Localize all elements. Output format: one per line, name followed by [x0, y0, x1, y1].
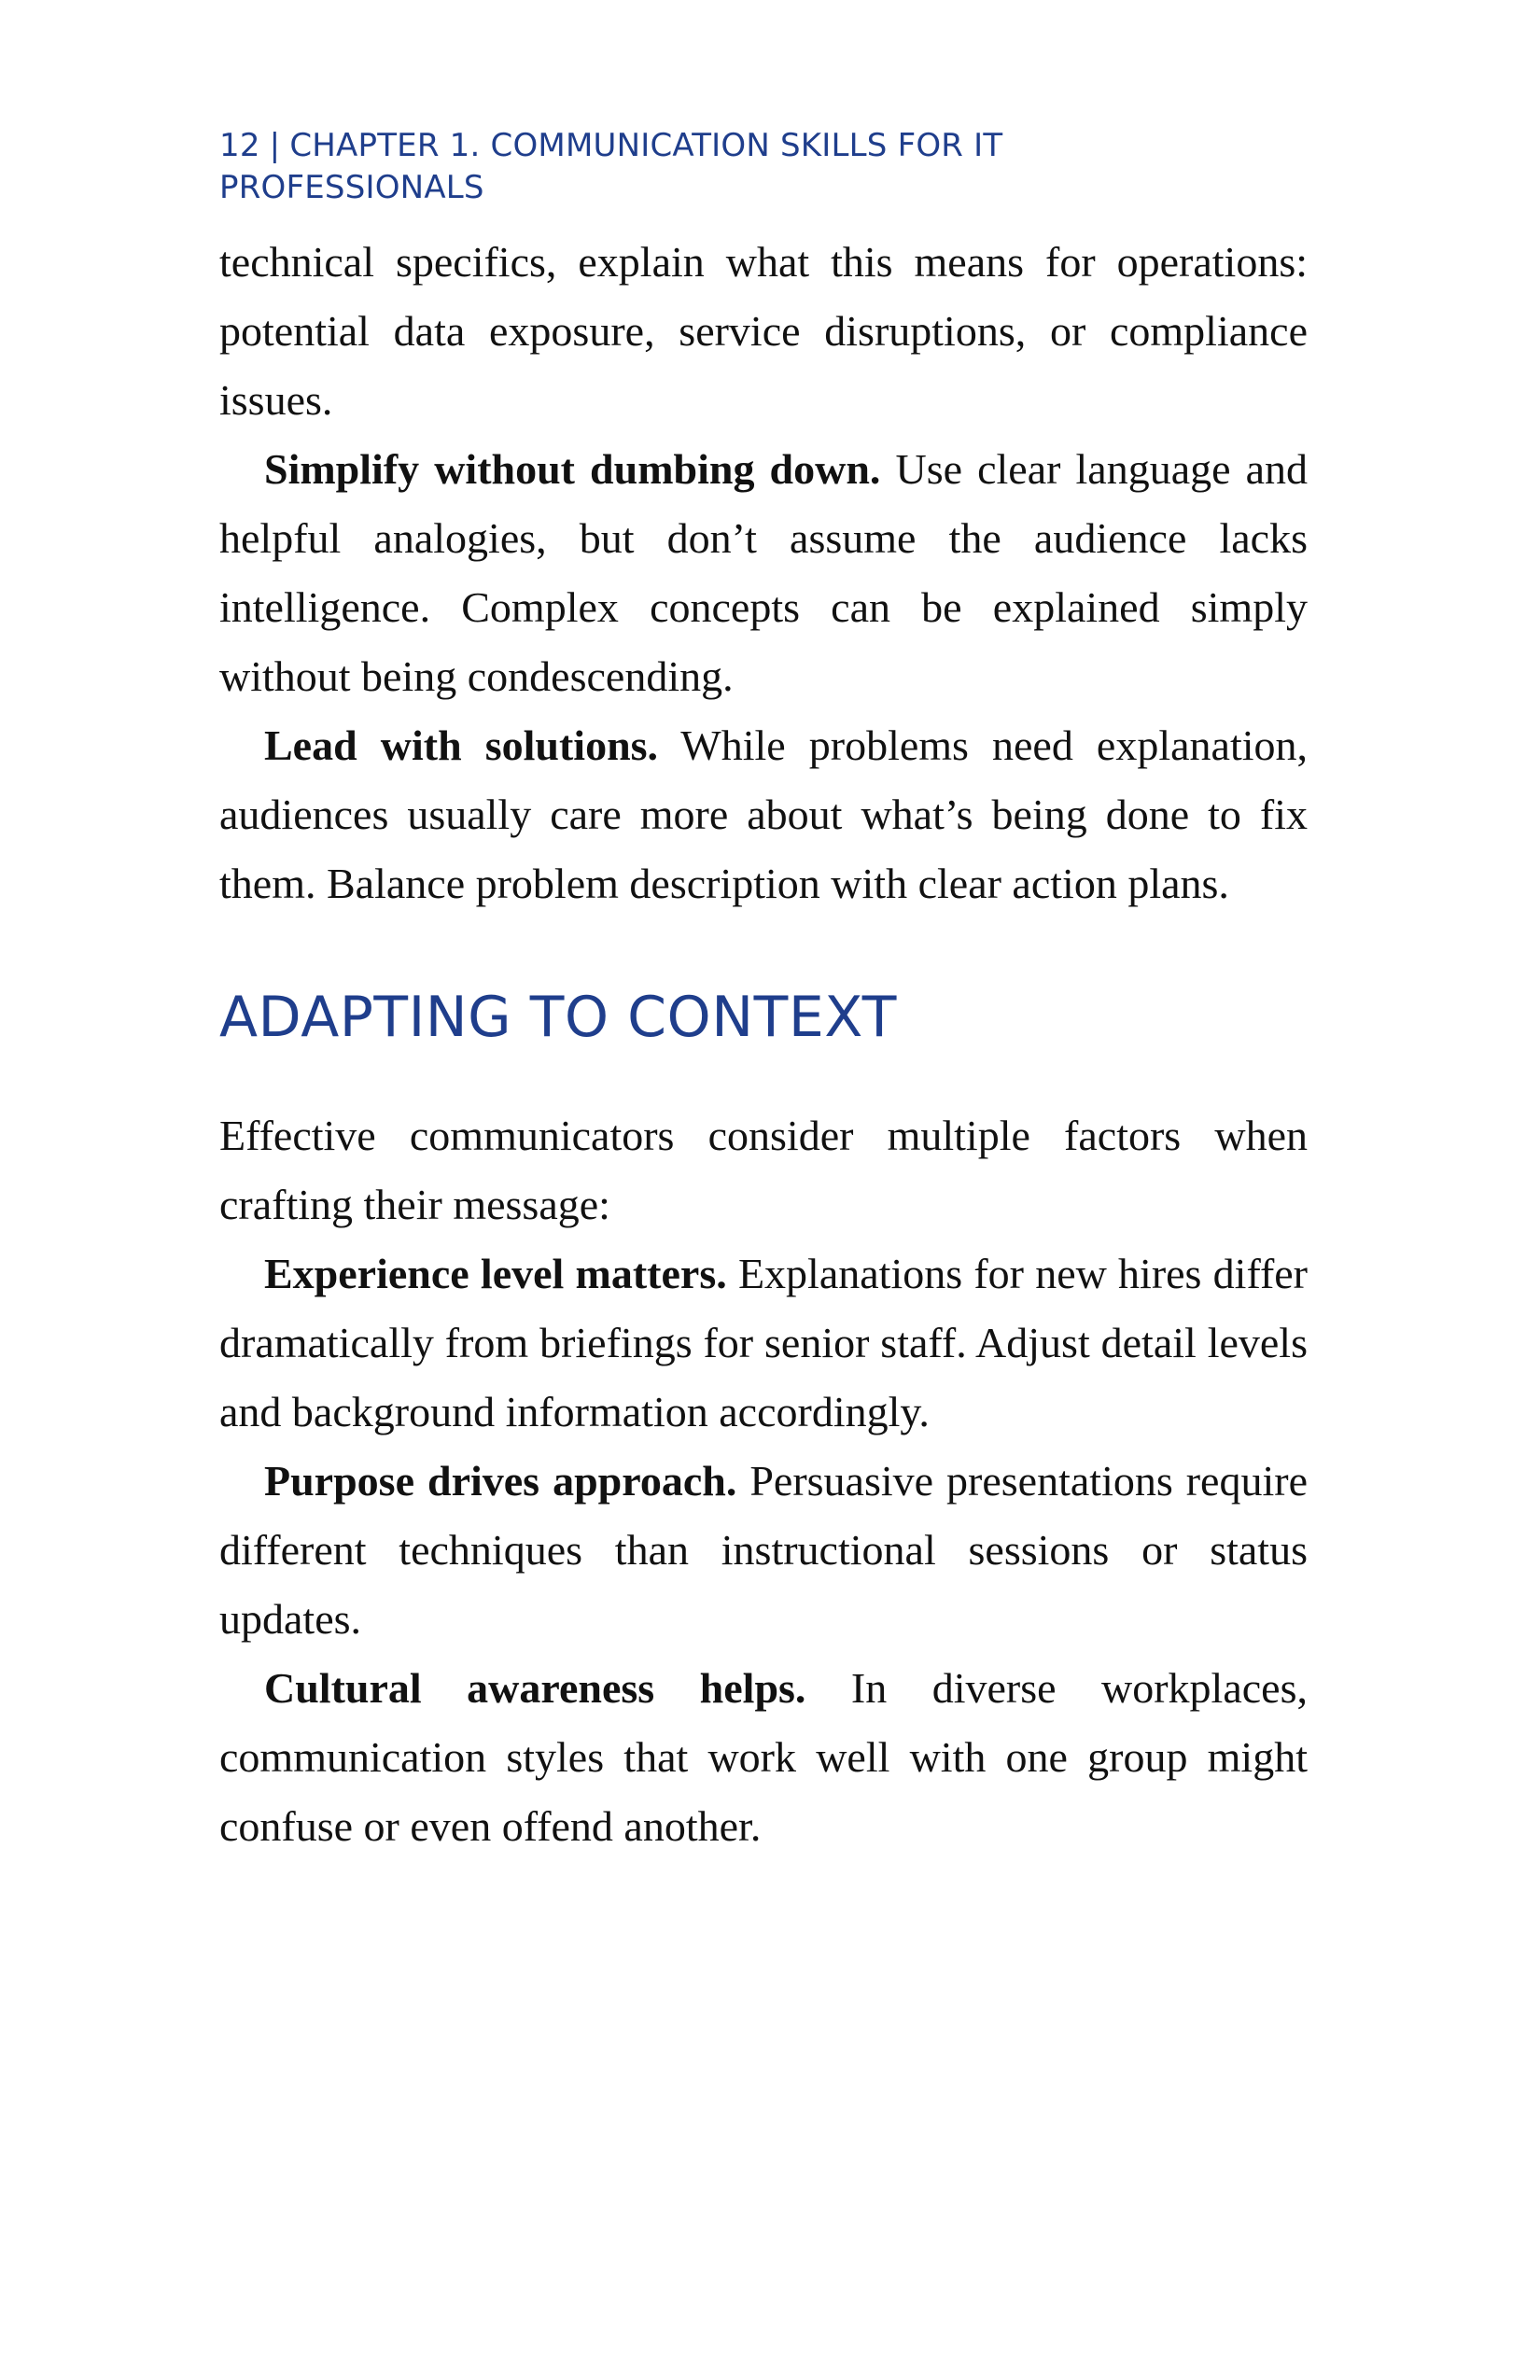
paragraph-text: Persuasive presentations require different techniques than instructional sessions or status updates.: [219, 1457, 1308, 1643]
chapter-title: CHAPTER 1. COMMUNICATION SKILLS FOR IT PROFESSIONALS: [219, 127, 1003, 206]
page-body: [219, 228, 1308, 1861]
paragraph-lead-with-solutions: [219, 711, 1308, 918]
continued-paragraph: [219, 228, 1308, 435]
paragraph-lead: Cultural awareness helps.: [264, 1664, 806, 1712]
paragraph-purpose: [219, 1447, 1308, 1654]
paragraph-text: While problems need explanation, audiences usually care more about what’s being done to fix them. Balance problem description with clear action plans.: [219, 721, 1308, 907]
section-intro: [219, 1101, 1308, 1239]
paragraph-cultural-awareness: [219, 1654, 1308, 1861]
section-heading: ADAPTING TO CONTEXT: [219, 985, 897, 1050]
page-number: 12: [219, 127, 260, 164]
paragraph-lead: Purpose drives approach.: [264, 1457, 737, 1505]
paragraph-text: technical specifics, explain what this means for operations: potential data exposure, service disruptions, or compliance issues.: [219, 238, 1308, 424]
paragraph-lead: Experience level matters.: [264, 1250, 727, 1297]
paragraph-text: In diverse workplaces, communication styles that work well with one group might confuse or even offend another.: [219, 1664, 1308, 1850]
paragraph-text: Use clear language and helpful analogies, but don’t assume the audience lacks intelligence. Complex concepts can be explained simply without being condescending.: [219, 445, 1308, 700]
paragraph-simplify: [219, 435, 1308, 711]
header-separator: |: [269, 127, 281, 164]
paragraph-text: Effective communicators consider multiple factors when crafting their message:: [219, 1112, 1308, 1228]
paragraph-text: Explanations for new hires differ dramatically from briefings for senior staff. Adjust detail levels and background information accordingly.: [219, 1250, 1308, 1435]
paragraph-lead: Simplify without dumbing down.: [264, 445, 881, 493]
paragraph-lead: Lead with solutions.: [264, 721, 659, 769]
running-header: [219, 125, 1059, 209]
paragraph-experience-level: [219, 1239, 1308, 1447]
